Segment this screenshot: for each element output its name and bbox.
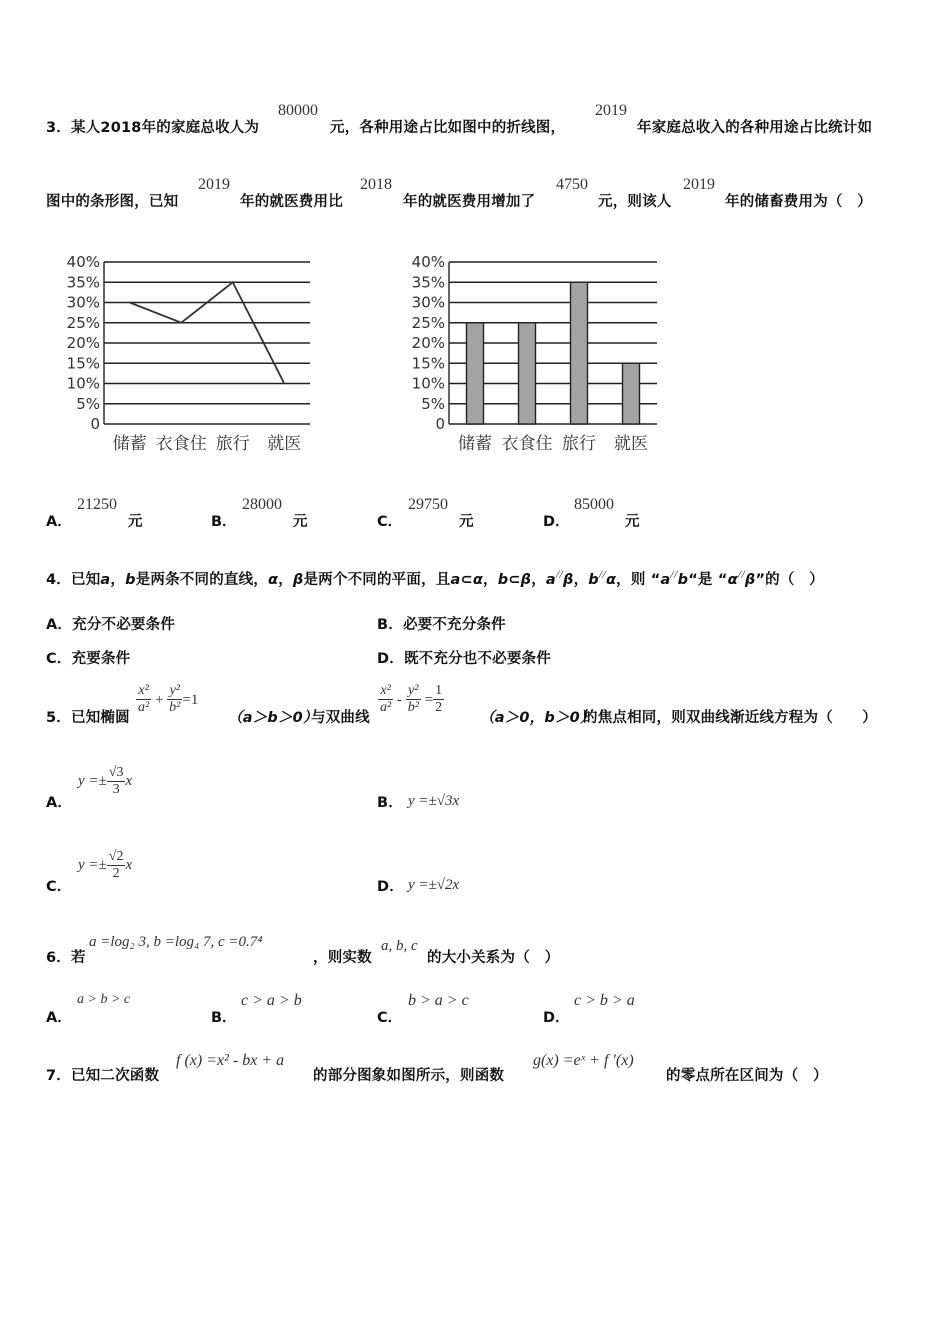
x-tick-label: 衣食住 — [501, 434, 553, 454]
bar — [571, 282, 588, 424]
q4-var: α — [727, 571, 738, 588]
option-label: C． — [46, 651, 72, 667]
q3-text: 元，则该人 — [598, 194, 672, 210]
q4-text: 是两个不同的平面，且 — [303, 571, 451, 588]
bar-chart — [405, 250, 670, 460]
q6-num: 6． — [46, 950, 71, 966]
option-label: A． — [46, 514, 72, 530]
q4-sep: ， — [482, 571, 498, 588]
y-tick-label: 40% — [66, 253, 100, 271]
q3-text: 年的就医费用比 — [240, 194, 343, 210]
ellipse-equation: $\frac{\text{x²}}{\text{a²}}$ + $\frac{\text{y²}}{\text{b²}}$ =1 — [138, 683, 199, 715]
q5-cond-b: （a＞0，b＞0） — [480, 710, 595, 726]
option-expr: b > a > c — [408, 992, 469, 1009]
bar — [467, 323, 484, 424]
q7-text: 已知二次函数 — [71, 1068, 160, 1084]
q5-text-c: 的焦点相同，则双曲线渐近线方程为（ ） — [583, 710, 877, 726]
q4-var: a — [100, 571, 111, 588]
x-tick-label: 就医 — [267, 434, 302, 454]
y-tick-label: 40% — [411, 253, 445, 271]
option-value: 21250 — [77, 496, 117, 513]
option-label: C． — [377, 514, 403, 530]
q4-var: b — [588, 571, 599, 588]
q5-option-b-label[interactable]: B． — [377, 795, 403, 811]
y-tick-label: 15% — [411, 354, 445, 373]
q4-cond: a⊂α — [450, 571, 483, 588]
option-text: 必要不充分条件 — [402, 617, 506, 633]
y-tick-label: 35% — [411, 273, 445, 292]
option-unit: 元 — [459, 514, 474, 530]
q7-text-b: 的部分图象如图所示，则函数 — [313, 1068, 505, 1084]
hyperbola-equation: $\frac{\text{x²}}{\text{a²}}$ - $\frac{\text{y²}}{\text{b²}}$ = $\frac{1}{2}$ — [380, 683, 443, 715]
q4-var: α — [268, 571, 279, 588]
y-tick-label: 15% — [66, 354, 100, 373]
q4-text: 是两条不同的直线， — [135, 571, 269, 588]
q4-sep: ， — [573, 571, 589, 588]
parallel-symbol: // — [670, 567, 678, 581]
y-tick-label: 10% — [411, 374, 445, 393]
q3-text: 图中的条形图，已知 — [46, 194, 179, 210]
q7-number: 7． — [46, 1068, 71, 1084]
q3-year-2019: 2019 — [595, 102, 627, 119]
data-point — [180, 322, 182, 324]
q4-text: “是 “ — [688, 571, 728, 588]
option-expr: a > b > c — [77, 992, 131, 1007]
q3-text: 元，各种用途占比如图中的折线图， — [330, 120, 566, 136]
option-label: D． — [377, 651, 404, 667]
frac-num: √2 — [108, 849, 124, 864]
q6-text-a: 若 — [71, 950, 86, 966]
q3-year: 2018 — [100, 120, 142, 136]
y-tick-label: 20% — [411, 334, 445, 352]
q7-text-c: 的零点所在区间为（ ） — [666, 1068, 828, 1084]
option-unit: 元 — [128, 514, 143, 530]
q4-var: a — [545, 571, 556, 588]
frac-den: 3 — [112, 782, 120, 797]
expr-post: x — [125, 772, 133, 789]
line-chart — [60, 250, 320, 460]
q5-option-a-expr — [78, 765, 132, 798]
x-tick-label: 衣食住 — [155, 434, 207, 454]
frac-den: 2 — [112, 866, 120, 881]
option-label: B． — [211, 514, 237, 530]
q3-text: 年家庭总收入的各种用途占比统计如 — [637, 120, 873, 136]
bar — [519, 323, 536, 424]
q3-number: 3． — [46, 120, 71, 136]
q4-var: α — [605, 571, 617, 588]
option-label: C． — [377, 1010, 403, 1026]
expr-pre: y =± — [78, 856, 107, 873]
q7-text-a — [46, 1064, 159, 1085]
q4-sep: ， — [278, 571, 293, 588]
q5-cond-a: （a＞b＞0） — [228, 710, 318, 726]
q6-expression: a =log₂ 3, b =log₄ 7, c =0.7⁴ — [89, 934, 263, 950]
option-text: 既不充分也不必要条件 — [403, 651, 551, 667]
q4-var: β — [292, 571, 304, 588]
y-tick-label: 30% — [66, 293, 100, 312]
option-label: A． — [46, 1010, 72, 1026]
q4-cond: b⊂β — [497, 571, 532, 588]
y-tick-label: 0 — [90, 415, 100, 433]
y-tick-label: 0 — [435, 415, 445, 433]
option-label: A． — [46, 617, 73, 633]
q4-var: β — [562, 571, 574, 588]
y-tick-label: 10% — [66, 374, 100, 393]
y-tick-label: 35% — [66, 273, 100, 292]
q7-gx: g(x) =eˣ + f ′(x) — [533, 1052, 634, 1069]
option-unit: 元 — [625, 514, 640, 530]
q5-option-c-label[interactable]: C． — [46, 879, 72, 895]
option-label: D． — [543, 514, 570, 530]
frac-den: 2 — [435, 700, 443, 715]
frac-num: 1 — [435, 683, 443, 698]
x-tick-label: 储蓄 — [458, 434, 492, 454]
equals-one: =1 — [182, 692, 199, 708]
parallel-symbol: // — [598, 567, 606, 581]
frac-num: √3 — [108, 765, 124, 780]
q5-option-b-expr: y =±√3x — [408, 793, 460, 809]
data-point — [283, 383, 285, 385]
q4-option-b[interactable] — [377, 613, 506, 634]
y-tick-label: 20% — [66, 334, 100, 352]
q5-option-c-expr — [78, 849, 132, 882]
q3-year-2019: 2019 — [198, 176, 230, 193]
q5-text-b: 与双曲线 — [311, 710, 370, 726]
q4-var: b — [677, 571, 689, 588]
q3-text: 年的就医费用增加了 — [403, 194, 536, 210]
q5-option-a-label[interactable]: A． — [46, 795, 73, 811]
data-point — [232, 281, 234, 283]
bar — [623, 363, 640, 424]
q3-line1 — [46, 116, 259, 137]
option-label: B． — [377, 617, 403, 633]
q5-option-d-label[interactable]: D． — [377, 879, 404, 895]
x-tick-label: 旅行 — [562, 434, 596, 454]
y-tick-label: 30% — [411, 293, 445, 312]
option-value: 85000 — [574, 496, 614, 513]
expr-pre: y =± — [78, 772, 107, 789]
option-text: 充分不必要条件 — [72, 617, 176, 633]
q4-text: ，则 “ — [616, 571, 661, 588]
option-value: 29750 — [408, 496, 448, 513]
option-expr: c > a > b — [241, 992, 302, 1009]
x-tick-label: 就医 — [614, 434, 648, 454]
q3-text: 年的储畜费用为（ ） — [725, 194, 872, 210]
q4-var: β — [744, 571, 756, 588]
q5-text — [46, 706, 130, 727]
option-unit: 元 — [293, 514, 308, 530]
parallel-symbol: // — [737, 567, 745, 581]
q3-year-2018: 2018 — [360, 176, 392, 193]
q3-income: 80000 — [278, 102, 318, 119]
q3-text: 年的家庭总收人为 — [141, 120, 260, 136]
q4-option-d[interactable] — [377, 647, 551, 668]
q4-stem — [46, 567, 824, 589]
q4-number: 4． — [46, 571, 71, 588]
option-value: 28000 — [242, 496, 282, 513]
y-tick-label: 5% — [421, 394, 445, 413]
q5-number: 5． — [46, 710, 71, 726]
q3-increase: 4750 — [556, 176, 588, 193]
y-tick-label: 25% — [411, 313, 445, 332]
q6-text-c: 的大小关系为（ ） — [427, 950, 560, 966]
option-text: 充要条件 — [71, 651, 131, 667]
y-tick-label: 5% — [76, 394, 100, 413]
q4-text: 已知 — [71, 571, 101, 588]
q4-option-c[interactable] — [46, 647, 130, 668]
parallel-symbol: // — [555, 567, 563, 581]
q6-number — [46, 946, 86, 967]
expr-post: x — [125, 856, 133, 873]
q4-text: ”的（ ） — [755, 571, 824, 588]
q3-year-2019: 2019 — [683, 176, 715, 193]
series-line — [130, 282, 285, 383]
q5-option-d-expr: y =±√2x — [408, 877, 460, 893]
q5-text-a: 已知椭圆 — [71, 710, 130, 726]
y-tick-label: 25% — [66, 313, 100, 332]
q6-vars: a, b, c — [381, 938, 418, 954]
option-expr: c > b > a — [574, 992, 635, 1009]
q4-var: a — [660, 571, 671, 588]
q4-option-a[interactable] — [46, 613, 175, 634]
q6-text-b: ，则实数 — [313, 950, 372, 966]
data-point — [129, 302, 131, 304]
q3-text: 某人 — [71, 120, 101, 136]
x-tick-label: 储蓄 — [112, 434, 147, 454]
q6-options — [46, 992, 906, 1032]
q4-sep: ， — [531, 571, 546, 588]
option-label: D． — [543, 1010, 570, 1026]
option-label: B． — [211, 1010, 237, 1026]
x-tick-label: 旅行 — [215, 434, 250, 454]
q4-sep: ， — [110, 571, 126, 588]
q7-fx: f (x) =x² - bx + a — [176, 1052, 285, 1069]
q4-var: b — [125, 571, 136, 588]
q3-options — [46, 496, 906, 536]
